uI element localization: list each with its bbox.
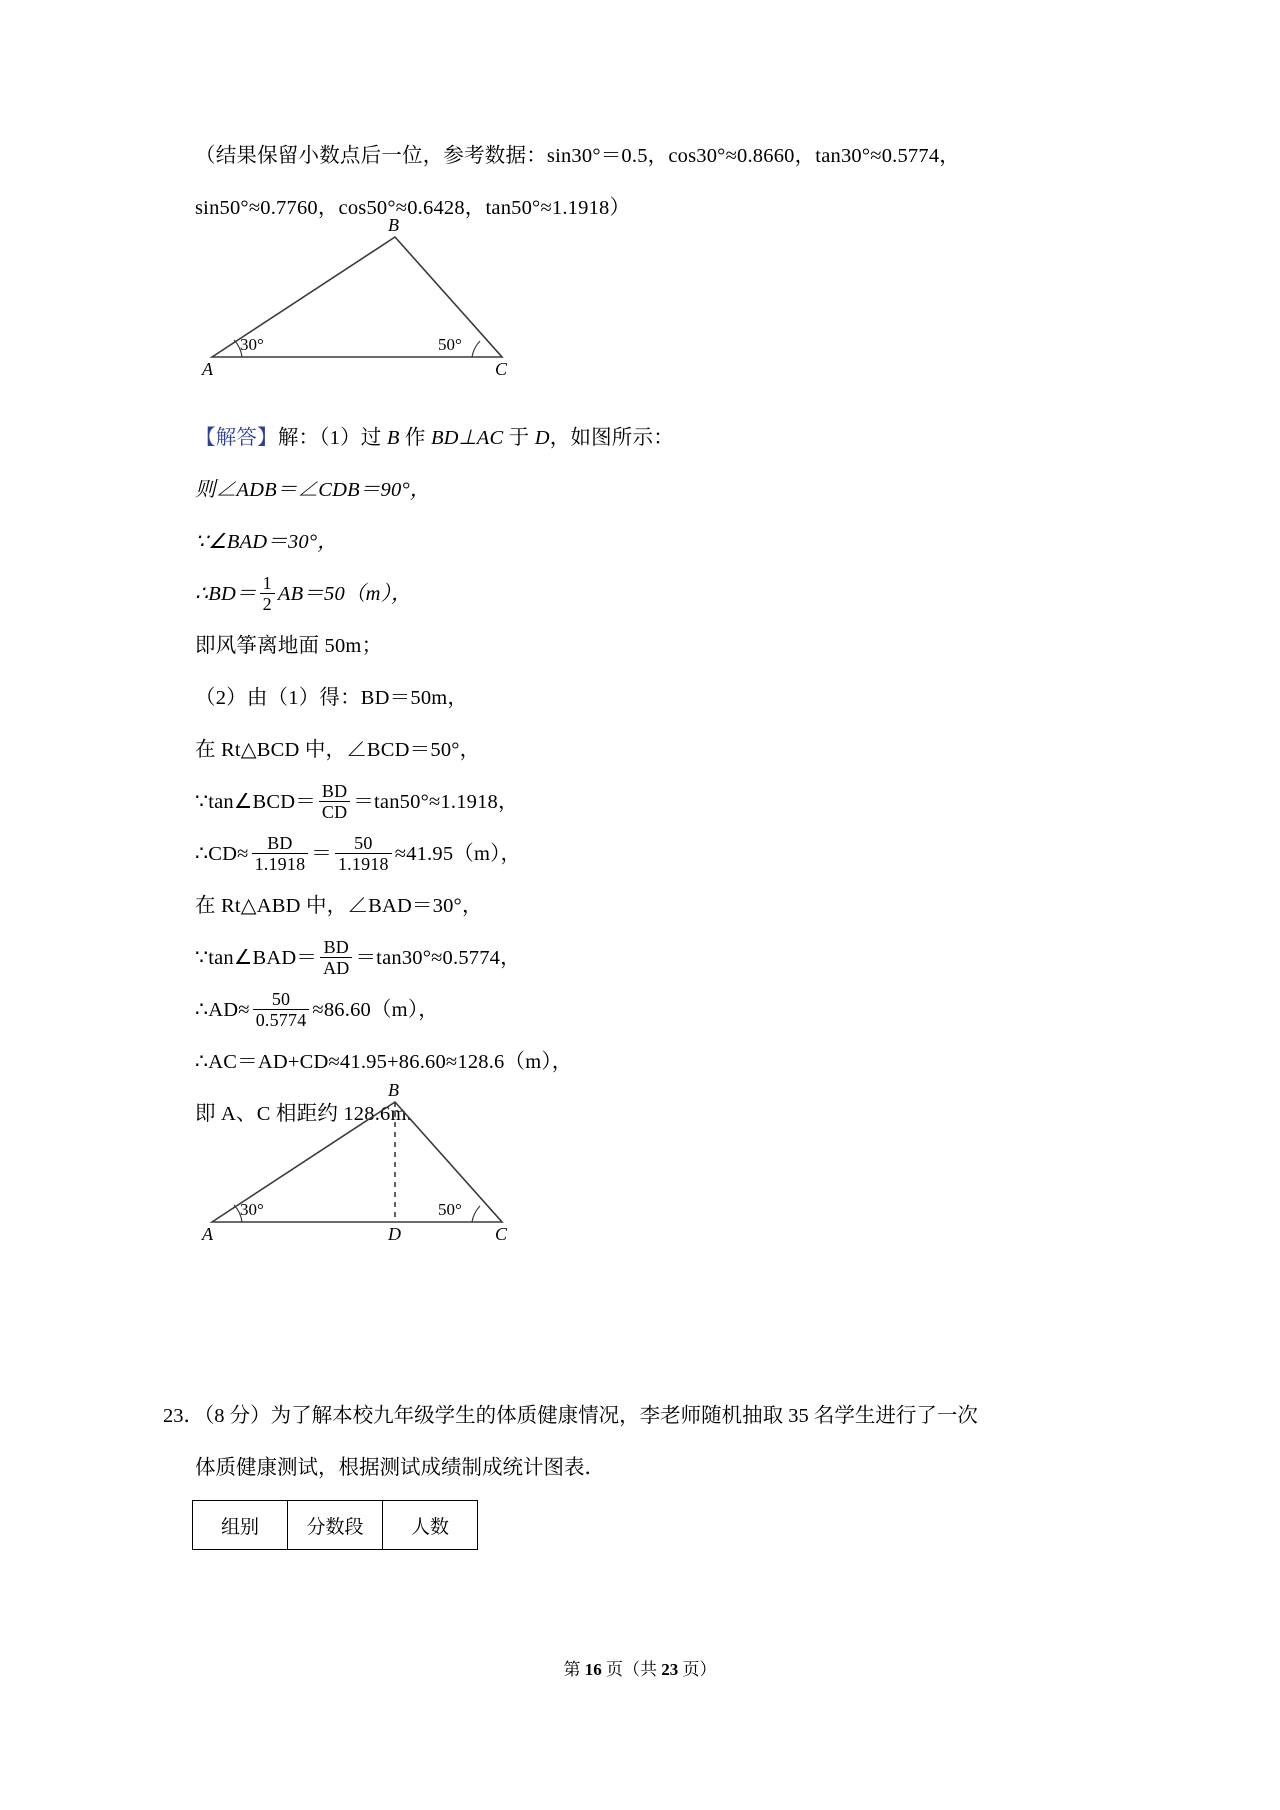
solution-line-3-text: ∵∠BAD＝30°， bbox=[195, 531, 338, 553]
fraction-denominator: 1.1918 bbox=[337, 854, 389, 875]
figure-triangle-abc bbox=[190, 215, 550, 385]
reference-data-line-1: （结果保留小数点后一位，参考数据：sin30°＝0.5，cos30°≈0.8660，tan30°≈0.5774， bbox=[195, 145, 960, 167]
footer-prefix: 第 bbox=[563, 1660, 585, 1679]
table-row bbox=[193, 1501, 478, 1550]
table-header-score-range: 分数段 bbox=[288, 1501, 383, 1550]
footer-middle: 页（共 bbox=[601, 1660, 662, 1679]
solution-line-1-g: ，如图所示： bbox=[549, 427, 674, 449]
solution-line-4-b: AB＝50（m）， bbox=[277, 583, 412, 605]
solution-line-12-a: ∴AD≈ bbox=[195, 999, 250, 1021]
figure2-angle-c: 50° bbox=[438, 1200, 462, 1219]
fraction-denominator: CD bbox=[321, 802, 348, 823]
solution-line-11-a: ∵tan∠BAD＝ bbox=[195, 947, 318, 969]
solution-line-4-a: ∴BD＝ bbox=[195, 583, 257, 605]
fraction-numerator: 50 bbox=[253, 989, 310, 1010]
fraction-50-over-0-5774 bbox=[253, 989, 310, 1031]
figure2-label-c: C bbox=[495, 1224, 508, 1244]
solution-line-1-d: BD⊥AC bbox=[430, 427, 504, 449]
figure2-label-b: B bbox=[388, 1080, 399, 1100]
figure1-angle-c: 50° bbox=[438, 335, 462, 354]
figure1-label-c: C bbox=[495, 359, 508, 379]
figure-triangle-abc-with-altitude bbox=[190, 1080, 550, 1250]
solution-line-14: 即 A、C 相距约 128.6m. bbox=[195, 1103, 412, 1125]
page-footer bbox=[0, 1655, 1280, 1680]
solution-line-9-a: ∴CD≈ bbox=[195, 843, 249, 865]
solution-line-1-e: 于 bbox=[503, 427, 535, 449]
figure1-angle-a: 30° bbox=[240, 335, 264, 354]
statistics-table bbox=[192, 1500, 478, 1550]
footer-page-number: 16 bbox=[584, 1660, 602, 1679]
solution-line-12 bbox=[195, 984, 1095, 1036]
solution-line-8-a: ∵tan∠BCD＝ bbox=[195, 791, 316, 813]
solution-line-1-b: B bbox=[386, 427, 400, 449]
fraction-50-over-1-1918 bbox=[335, 833, 392, 875]
fraction-denominator: 0.5774 bbox=[255, 1010, 307, 1031]
figure2-label-d: D bbox=[388, 1224, 401, 1244]
fraction-denominator: 2 bbox=[262, 594, 272, 615]
solution-line-3 bbox=[195, 516, 1095, 568]
solution-line-8 bbox=[195, 776, 1095, 828]
fraction-numerator: BD bbox=[319, 781, 350, 802]
footer-suffix: 页） bbox=[678, 1660, 717, 1679]
solution-line-11-b: ＝tan30°≈0.5774， bbox=[355, 947, 521, 969]
fraction-denominator: 1.1918 bbox=[254, 854, 306, 875]
figure2-angle-a: 30° bbox=[240, 1200, 264, 1219]
table-header-group: 组别 bbox=[193, 1501, 288, 1550]
solution-line-5: 即风筝离地面 50m； bbox=[195, 635, 383, 657]
reference-data-line-2: sin50°≈0.7760，cos50°≈0.6428，tan50°≈1.1918） bbox=[195, 197, 631, 219]
figure2-label-a: A bbox=[202, 1224, 213, 1244]
solution-line-12-b: ≈86.60（m）， bbox=[312, 999, 439, 1021]
solution-line-2-text: 则∠ADB＝∠CDB＝90°， bbox=[195, 479, 431, 501]
fraction-numerator: 1 bbox=[260, 573, 275, 594]
solution-line-1-f: D bbox=[534, 427, 550, 449]
table-header-count: 人数 bbox=[383, 1501, 478, 1550]
solution-line-10: 在 Rt△ABD 中，∠BAD＝30°， bbox=[195, 895, 483, 917]
solution-line-1-c: 作 bbox=[399, 427, 431, 449]
fraction-numerator: BD bbox=[252, 833, 309, 854]
fraction-one-half bbox=[260, 573, 275, 615]
question-23-line-2: 体质健康测试，根据测试成绩制成统计图表． bbox=[195, 1457, 605, 1479]
solution-line-9-b: ≈41.95（m）， bbox=[394, 843, 522, 865]
solution-line-8-b: ＝tan50°≈1.1918， bbox=[353, 791, 519, 813]
solution-line-9-eq: ＝ bbox=[311, 843, 332, 865]
fraction-bd-cd bbox=[319, 781, 350, 823]
figure1-label-a: A bbox=[202, 359, 213, 379]
figure1-label-b: B bbox=[388, 215, 399, 235]
fraction-numerator: 50 bbox=[335, 833, 392, 854]
question-23-line-1: 23．（8 分）为了解本校九年级学生的体质健康情况，李老师随机抽取 35 名学生进行了一次 bbox=[163, 1405, 978, 1427]
solution-line-4 bbox=[195, 568, 1095, 620]
solution-line-11 bbox=[195, 932, 1095, 984]
solution-line-6: （2）由（1）得：BD＝50m， bbox=[195, 687, 469, 709]
solution-line-9 bbox=[195, 828, 1095, 880]
fraction-denominator: AD bbox=[323, 958, 350, 979]
solution-line-13: ∴AC＝AD+CD≈41.95+86.60≈128.6（m）， bbox=[195, 1051, 573, 1073]
solution-line-2 bbox=[195, 464, 1095, 516]
solution-line-1 bbox=[195, 412, 1095, 464]
question-23 bbox=[163, 1390, 1123, 1494]
footer-total-pages: 23 bbox=[661, 1660, 679, 1679]
answer-tag: 【解答】 bbox=[195, 427, 278, 449]
solution-line-7: 在 Rt△BCD 中，∠BCD＝50°， bbox=[195, 739, 481, 761]
solution-line-1-a: 解：（1）过 bbox=[277, 427, 387, 449]
fraction-bd-over-1-1918 bbox=[252, 833, 309, 875]
fraction-bd-ad bbox=[320, 937, 352, 979]
fraction-numerator: BD bbox=[320, 937, 352, 958]
